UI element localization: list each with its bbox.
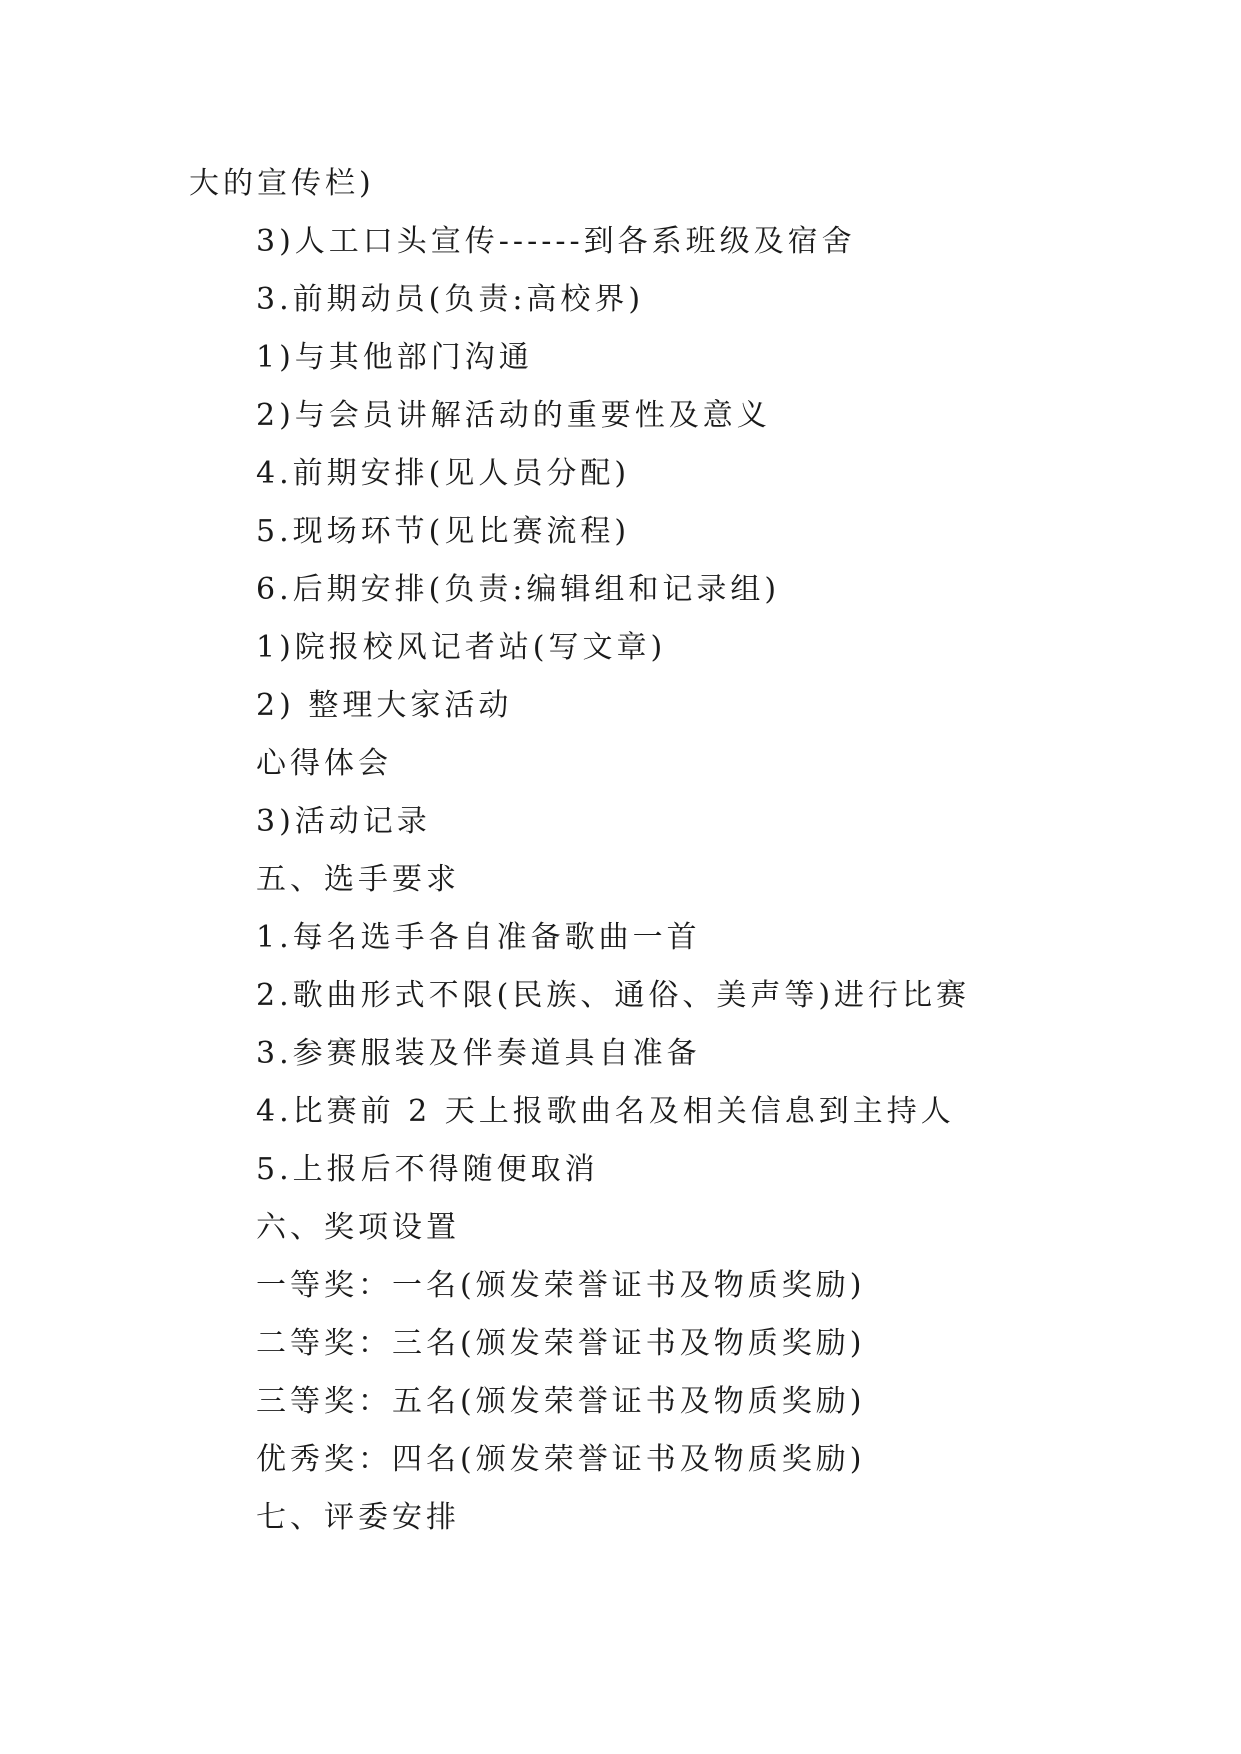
text-line: 6.后期安排(负责:编辑组和记录组)	[256, 572, 781, 607]
text-line: 3)活动记录	[256, 804, 431, 839]
text-line: 优秀奖：四名(颁发荣誉证书及物质奖励)	[256, 1442, 866, 1477]
text-line: 2.歌曲形式不限(民族、通俗、美声等)进行比赛	[256, 978, 971, 1013]
text-line: 3.前期动员(负责:高校界)	[256, 282, 645, 317]
text-line: 4.前期安排(见人员分配)	[256, 456, 631, 491]
section-heading: 六、奖项设置	[256, 1210, 460, 1245]
text-line: 1)院报校风记者站(写文章)	[256, 630, 667, 665]
text-line: 3.参赛服装及伴奏道具自准备	[256, 1036, 701, 1071]
text-line: 4.比赛前 2 天上报歌曲名及相关信息到主持人	[256, 1094, 955, 1129]
text-line: 1)与其他部门沟通	[256, 340, 533, 375]
text-line: 5.上报后不得随便取消	[256, 1152, 599, 1187]
text-line: 一等奖：一名(颁发荣誉证书及物质奖励)	[256, 1268, 866, 1303]
text-line: 3)人工口头宣传------到各系班级及宿舍	[256, 224, 856, 259]
text-line: 心得体会	[256, 746, 392, 781]
text-line: 1.每名选手各自准备歌曲一首	[256, 920, 701, 955]
text-line: 三等奖：五名(颁发荣誉证书及物质奖励)	[256, 1384, 866, 1419]
section-heading: 七、评委安排	[256, 1500, 460, 1535]
text-line: 2) 整理大家活动	[256, 688, 513, 723]
text-line: 二等奖：三名(颁发荣誉证书及物质奖励)	[256, 1326, 866, 1361]
text-line: 5.现场环节(见比赛流程)	[256, 514, 631, 549]
text-line: 大的宣传栏)	[189, 166, 375, 201]
section-heading: 五、选手要求	[256, 862, 460, 897]
text-line: 2)与会员讲解活动的重要性及意义	[256, 398, 771, 433]
